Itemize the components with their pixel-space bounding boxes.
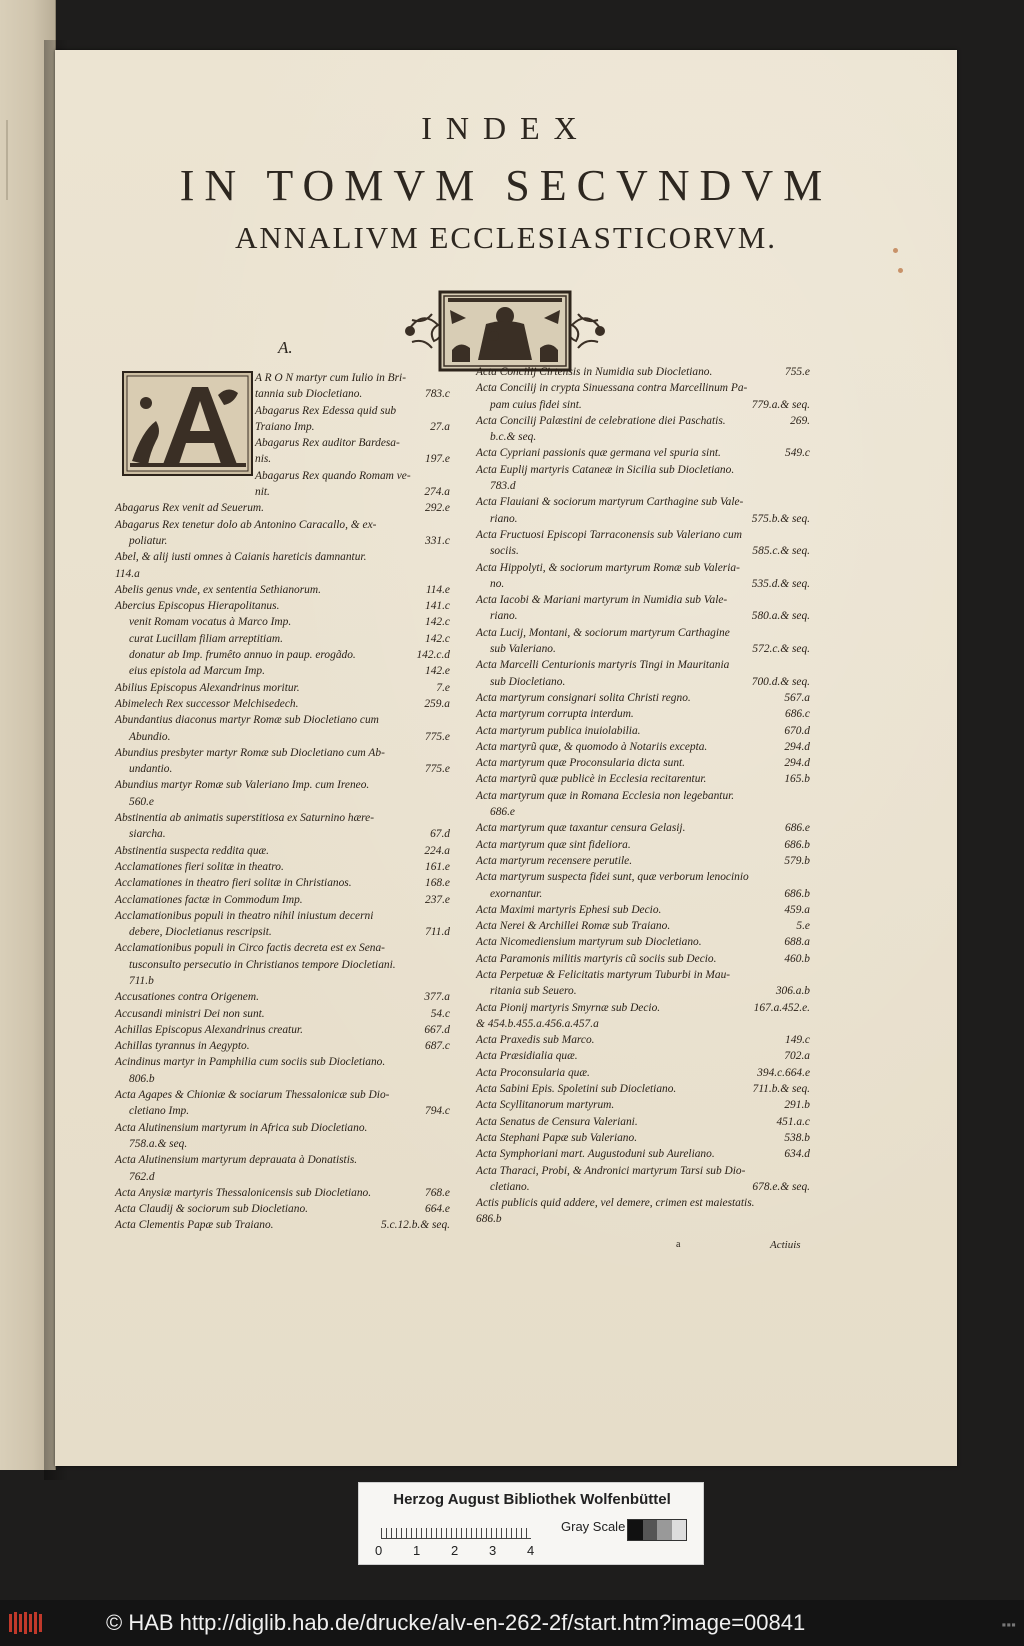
- gray-scale-swatch: [627, 1519, 687, 1541]
- index-column-right: [476, 364, 810, 1228]
- footer-bar: [0, 1600, 1024, 1646]
- index-entry: Acta Claudij & sociorum sub Diocletiano. 664.e: [115, 1203, 450, 1216]
- index-entry: Acta Proconsularia quæ. 394.c.664.e: [476, 1066, 810, 1079]
- index-entry: exornantur. 686.b: [490, 887, 810, 900]
- index-entry: Acta Anysiæ martyris Thessalonicensis sub Diocletiano. 768.e: [115, 1186, 450, 1199]
- index-entry: Acta Alutinensium martyrum in Africa sub Diocletiano.: [115, 1121, 368, 1134]
- index-entry: venit Romam vocatus à Marco Imp. 142.c: [129, 616, 450, 629]
- index-entry: 686.b: [476, 1213, 502, 1226]
- paper-stain: [893, 248, 898, 253]
- index-entry: Acta Concilij in crypta Sinuessana contra Marcellinum Pa-: [476, 382, 748, 395]
- hab-logo-icon: [8, 1610, 44, 1636]
- index-entry: Abilius Episcopus Alexandrinus moritur. 7.e: [115, 681, 450, 694]
- index-entry: riano. 575.b.& seq.: [490, 512, 810, 525]
- index-entry: 114.a: [115, 567, 140, 580]
- madonna-woodcut-ornament: [400, 290, 610, 372]
- index-entry: Abagarus Rex tenetur dolo ab Antonino Caracallo, & ex-: [115, 518, 377, 531]
- index-entry: Acta Maximi martyris Ephesi sub Decio. 459.a: [476, 903, 810, 916]
- index-entry: Acta Senatus de Censura Valeriani. 451.a.c: [476, 1115, 810, 1128]
- index-entry: Acta martyrum publica inuiolabilia. 670.d: [476, 724, 810, 737]
- title-tomum: IN TOMVM SECVNDVM: [179, 161, 833, 210]
- index-entry: Acta Euplij martyris Cataneæ in Sicilia sub Diocletiano.: [476, 463, 735, 476]
- catchword: Actiuis: [770, 1239, 801, 1251]
- index-entry: Acclamationibus populi in Circo factis decreta est ex Sena-: [115, 942, 385, 955]
- index-entry: cletiano Imp. 794.c: [129, 1105, 450, 1118]
- index-entry: Acta Nerei & Archillei Romæ sub Traiano. 5.e: [476, 920, 810, 933]
- index-entry: & 454.b.455.a.456.a.457.a: [476, 1017, 599, 1030]
- index-entry: Traiano Imp. 27.a: [255, 420, 450, 433]
- index-entry: Acta Stephani Papæ sub Valeriano. 538.b: [476, 1131, 810, 1144]
- index-entry: Abagarus Rex Edessa quid sub: [255, 404, 397, 417]
- index-entry: Acta martyrum quæ sint fideliora. 686.b: [476, 838, 810, 851]
- index-entry: Acta Concilij Cirtensis in Numidia sub Diocletiano. 755.e: [476, 366, 810, 378]
- index-entry: Acta Fructuosi Episcopi Tarraconensis sub Valeriano cum: [476, 528, 742, 541]
- index-entry: debere, Diocletianus rescripsit. 711.d: [129, 926, 450, 939]
- index-entry: eius epistola ad Marcum Imp. 142.e: [129, 665, 450, 678]
- index-entry: Acta Hippolyti, & sociorum martyrum Romæ sub Valeria-: [476, 561, 740, 574]
- paper-stain: [898, 268, 903, 273]
- index-entry: Acta Marcelli Centurionis martyris Tingi in Mauritania: [476, 659, 730, 672]
- index-entry: pam cuius fidei sint. 779.a.& seq.: [490, 398, 810, 411]
- index-entry: Abundius presbyter martyr Romæ sub Diocletiano cum Ab-: [115, 746, 385, 759]
- gray-scale-label: Gray Scale: [561, 1519, 626, 1534]
- index-entry: tusconsulto persecutio in Christianos tempore Diocletiani.: [129, 958, 396, 971]
- index-entry: Acta Perpetuæ & Felicitatis martyrum Tuburbi in Mau-: [476, 968, 731, 981]
- index-entry: sociis. 585.c.& seq.: [490, 545, 810, 558]
- index-column-left: [115, 370, 450, 1234]
- section-letter: A.: [278, 338, 293, 357]
- index-entry: 762.d: [129, 1170, 155, 1183]
- index-entry: nis. 197.e: [255, 453, 450, 466]
- index-entry: A R O N martyr cum Iulio in Bri-: [255, 372, 407, 384]
- ruler-number: 4: [527, 1543, 535, 1558]
- index-entry: Acclamationes in theatro fieri solitæ in Christianos. 168.e: [115, 877, 450, 890]
- index-entry: Acta Clementis Papæ sub Traiano. 5.c.12.b.& seq.: [115, 1219, 450, 1232]
- ruler-number: 1: [413, 1543, 421, 1558]
- index-entry: siarcha. 67.d: [129, 828, 450, 841]
- index-entry: Acta martyrum quæ in Romana Ecclesia non legebantur.: [476, 789, 735, 802]
- index-entry: Acta Symphoriani mart. Augustoduni sub Aureliano. 634.d: [476, 1148, 810, 1161]
- index-entry: Abelis genus vnde, ex sententia Sethianorum. 114.e: [115, 583, 450, 596]
- footer-marker: ▪▪▪: [1001, 1620, 1016, 1629]
- index-entry: b.c.& seq.: [490, 431, 537, 444]
- index-entry: Acta martyrum corrupta interdum. 686.c: [476, 708, 810, 721]
- index-entry: Acta martyrum suspecta fidei sunt, quæ verborum lenocinio: [476, 871, 749, 884]
- index-entry: 806.b: [129, 1072, 155, 1085]
- index-entry: Acta Concilij Palæstini de celebratione diei Paschatis. 269.: [476, 414, 810, 427]
- index-entry: Achillas Episcopus Alexandrinus creatur. 667.d: [115, 1023, 450, 1036]
- title-annalium: ANNALIVM ECCLESIASTICORVM.: [234, 220, 778, 255]
- index-entry: Accusationes contra Origenem. 377.a: [115, 991, 450, 1004]
- copyright-url: © HAB http://diglib.hab.de/drucke/alv-en-262-2f/start.htm?image=00841: [106, 1610, 806, 1635]
- index-entry: donatur ab Imp. frumêto annuo in paup. erogãdo. 142.c.d: [129, 649, 450, 662]
- index-entry: Acclamationes factæ in Commodum Imp. 237.e: [115, 893, 450, 906]
- ruler-number: 0: [375, 1543, 383, 1558]
- index-entry: Abstinentia suspecta reddita quæ. 224.a: [115, 844, 450, 857]
- index-entry: Acta martyrum recensere perutile. 579.b: [476, 854, 810, 867]
- index-entry: sub Valeriano. 572.c.& seq.: [490, 643, 810, 656]
- index-entry: Abundantius diaconus martyr Romæ sub Diocletiano cum: [115, 714, 379, 727]
- signature-mark: a: [676, 1239, 681, 1250]
- index-entry: Accusandi ministri Dei non sunt. 54.c: [115, 1007, 450, 1020]
- index-entry: Acta martyrũ quæ publicè in Ecclesia recitarentur. 165.b: [476, 773, 810, 786]
- index-entry: 686.e: [490, 806, 515, 819]
- index-entry: 560.e: [129, 795, 154, 808]
- index-entry: Acta Scyllitanorum martyrum. 291.b: [476, 1099, 810, 1112]
- index-entry: Actis publicis quid addere, vel demere, crimen est maiestatis.: [476, 1197, 755, 1210]
- index-entry: Acta Alutinensium martyrum deprauata à Donatistis.: [115, 1154, 358, 1167]
- index-entry: Acta martyrũ quæ, & quomodo à Notariis excepta. 294.d: [476, 740, 810, 753]
- index-entry: Abercius Episcopus Hierapolitanus. 141.c: [115, 600, 450, 613]
- index-entry: Acta Iacobi & Mariani martyrum in Numidia sub Vale-: [476, 594, 728, 607]
- index-entry: Acta Lucij, Montani, & sociorum martyrum Carthagine: [476, 626, 730, 639]
- index-entry: Abagarus Rex quando Romam ve-: [255, 469, 411, 482]
- index-entry: Abagarus Rex auditor Bardesa-: [255, 437, 400, 450]
- ruler-number: 3: [489, 1543, 497, 1558]
- index-entry: Abstinentia ab animatis superstitiosa ex Saturnino hære-: [115, 812, 375, 825]
- index-entry: Acta Paramonis militis martyris cũ sociis sub Decio. 460.b: [476, 952, 810, 965]
- title-index: INDEX: [421, 110, 591, 146]
- index-entry: Acindinus martyr in Pamphilia cum sociis sub Diocletiano.: [115, 1056, 386, 1069]
- index-entry: Abundio. 775.e: [129, 730, 450, 743]
- index-entry: Abimelech Rex successor Melchisedech. 259.a: [115, 697, 450, 710]
- index-entry: Acta martyrum quæ taxantur censura Gelasij. 686.e: [476, 822, 810, 835]
- index-entry: poliatur. 331.c: [129, 534, 450, 547]
- index-entry: Acta Pionij martyris Smyrnæ sub Decio. 167.a.452.e.: [476, 1001, 810, 1014]
- index-entry: Acta Præsidialia quæ. 702.a: [476, 1050, 810, 1063]
- index-entry: Acta Praxedis sub Marco. 149.c: [476, 1034, 810, 1047]
- library-color-card: [358, 1482, 704, 1565]
- index-entry: no. 535.d.& seq.: [490, 577, 810, 590]
- index-entry: Abel, & alij iusti omnes à Caianis hareticis damnantur.: [115, 551, 367, 564]
- index-entry: 758.a.& seq.: [129, 1137, 188, 1150]
- index-entry: Achillas tyrannus in Aegypto. 687.c: [115, 1040, 450, 1053]
- left-page-bleed: [6, 120, 22, 200]
- index-entry: Acta Agapes & Chioniæ & sociarum Thessalonicæ sub Dio-: [115, 1089, 390, 1102]
- index-entry: Acta Sabini Epis. Spoletini sub Diocletiano. 711.b.& seq.: [476, 1083, 810, 1096]
- index-entry: ritania sub Seuero. 306.a.b: [490, 985, 810, 998]
- index-entry: Abagarus Rex venit ad Seuerum. 292.e: [115, 502, 450, 515]
- index-entry: sub Diocletiano. 700.d.& seq.: [490, 675, 810, 688]
- index-entry: Acta martyrum quæ Proconsularia dicta sunt. 294.d: [476, 757, 810, 770]
- index-entry: Acclamationes fieri solitæ in theatro. 161.e: [115, 860, 450, 873]
- index-entry: 711.b: [129, 974, 154, 987]
- index-entry: curat Lucillam filiam arreptitiam. 142.c: [129, 632, 450, 645]
- index-entry: Acta Nicomediensium martyrum sub Diocletiano. 688.a: [476, 936, 810, 949]
- index-entry: 783.d: [490, 480, 516, 493]
- card-title: Herzog August Bibliothek Wolfenbüttel: [393, 1491, 671, 1508]
- scale-ruler: [381, 1517, 531, 1539]
- index-entry: cletiano. 678.e.& seq.: [490, 1180, 810, 1193]
- index-entry: Acta Tharaci, Probi, & Andronici martyrum Tarsi sub Dio-: [476, 1164, 746, 1177]
- index-entry: Acclamationibus populi in theatro nihil iniustum decerni: [115, 909, 374, 922]
- index-entry: riano. 580.a.& seq.: [490, 610, 810, 623]
- index-entry: undantio. 775.e: [129, 763, 450, 776]
- ruler-number: 2: [451, 1543, 459, 1558]
- index-entry: nit. 274.a: [255, 486, 450, 499]
- index-entry: Acta martyrum consignari solita Christi regno. 567.a: [476, 691, 810, 704]
- index-entry: Acta Cypriani passionis quæ germana vel spuria sint. 549.c: [476, 447, 810, 460]
- index-entry: Acta Flauiani & sociorum martyrum Carthagine sub Vale-: [476, 496, 744, 509]
- index-entry: Abundius martyr Romæ sub Valeriano Imp. cum Ireneo.: [115, 779, 370, 792]
- index-entry: tannia sub Diocletiano. 783.c: [255, 388, 450, 401]
